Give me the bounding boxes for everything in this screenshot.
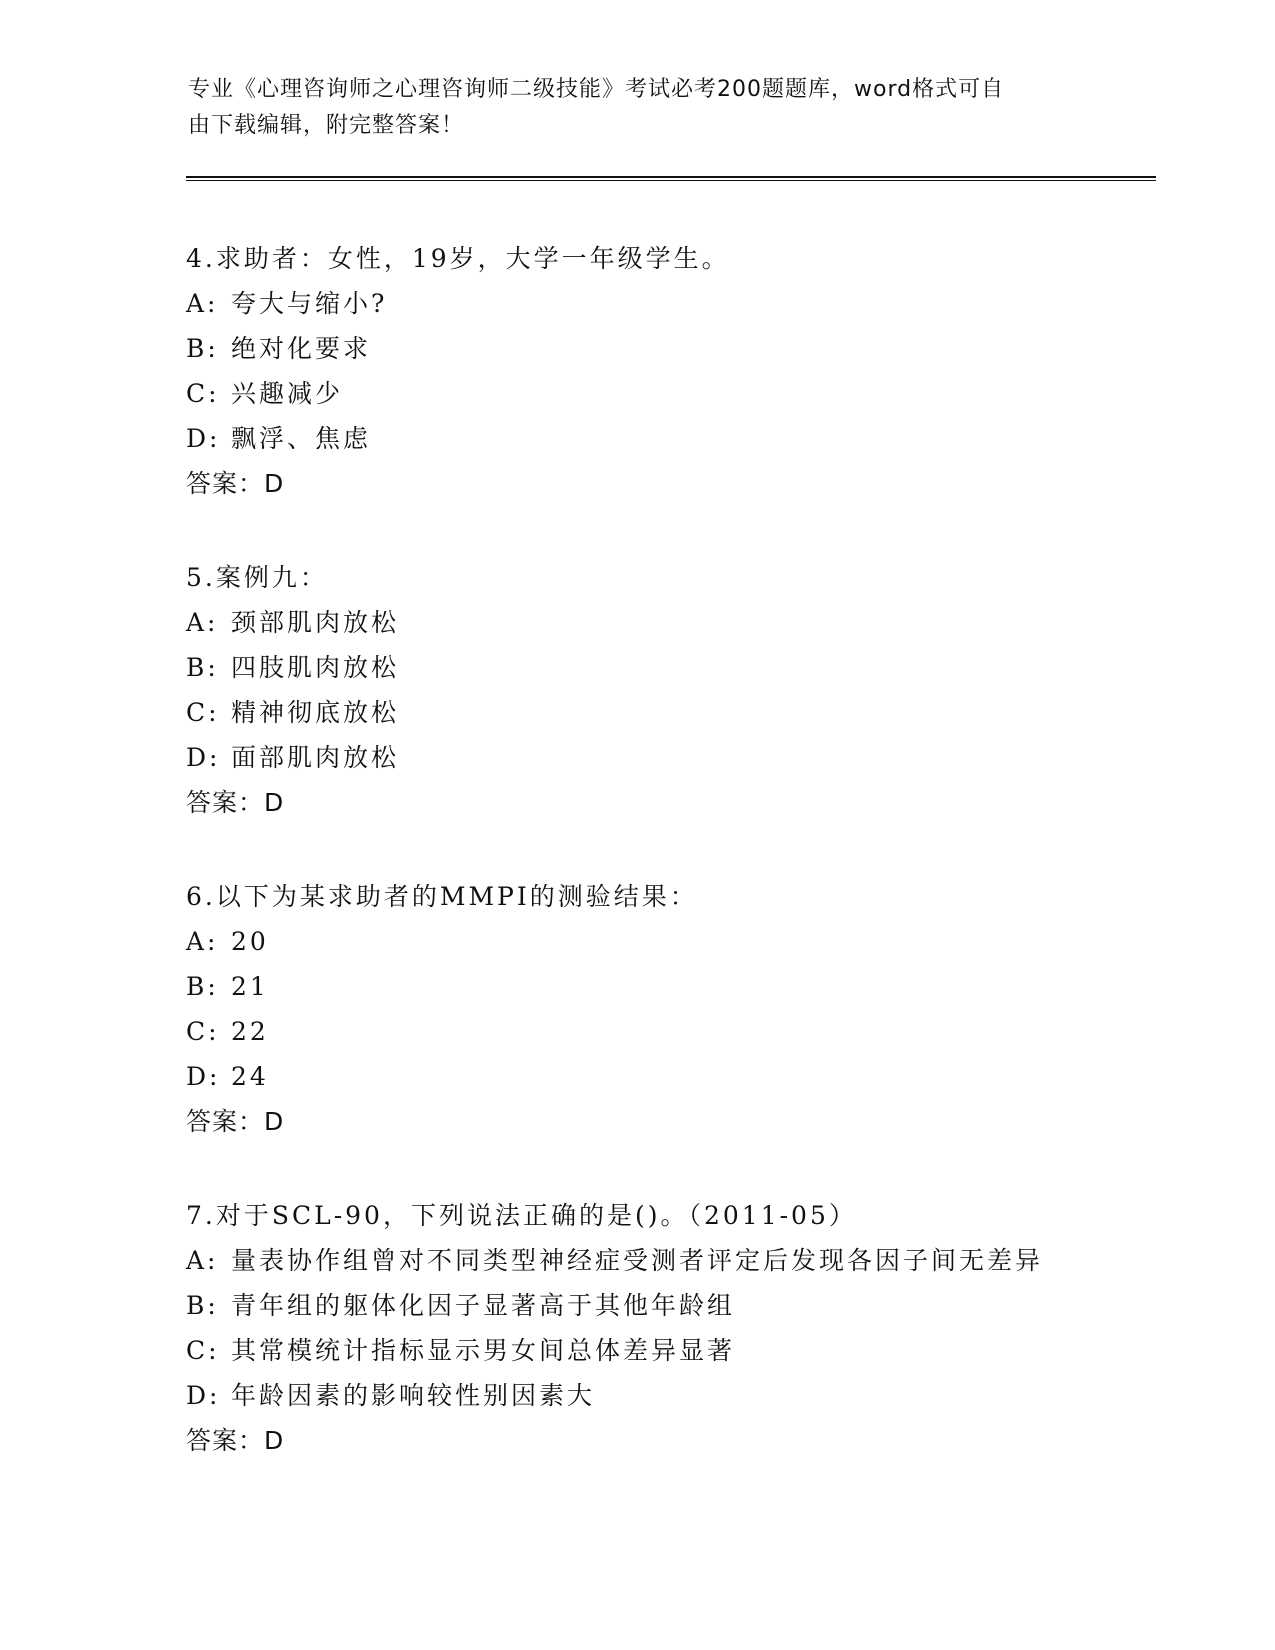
option-a — [186, 600, 1186, 645]
option-label: A: — [186, 1246, 219, 1275]
option-text: 22 — [231, 1017, 269, 1046]
option-c — [186, 371, 1186, 416]
option-b — [186, 1283, 1186, 1328]
option-text: 夸大与缩小? — [231, 289, 388, 318]
answer-line: 答案：D — [186, 1107, 285, 1136]
option-text: 24 — [231, 1062, 269, 1091]
option-text: 绝对化要求 — [231, 334, 372, 363]
option-text: 青年组的躯体化因子显著高于其他年龄组 — [231, 1291, 736, 1320]
option-b — [186, 326, 1186, 371]
option-label: A: — [186, 608, 219, 637]
document-header — [188, 72, 1088, 144]
answer-line: 答案：D — [186, 469, 285, 498]
header-line-2: 由下载编辑，附完整答案！ — [188, 113, 465, 138]
option-c — [186, 1328, 1186, 1373]
question-stem: 5.案例九： — [186, 563, 328, 592]
option-label: D: — [186, 424, 221, 453]
option-text: 21 — [231, 972, 269, 1001]
option-text: 精神彻底放松 — [231, 698, 400, 727]
option-d — [186, 735, 1186, 780]
option-label: C: — [186, 379, 220, 408]
option-a — [186, 281, 1186, 326]
option-b — [186, 964, 1186, 1009]
option-label: B: — [186, 972, 219, 1001]
question-4 — [186, 236, 1186, 506]
option-text: 颈部肌肉放松 — [231, 608, 400, 637]
question-6 — [186, 874, 1186, 1144]
option-a — [186, 1238, 1186, 1283]
option-a — [186, 919, 1186, 964]
option-label: C: — [186, 1336, 220, 1365]
question-stem: 4.求助者：女性，19岁，大学一年级学生。 — [186, 244, 730, 273]
option-label: B: — [186, 334, 219, 363]
option-label: A: — [186, 289, 219, 318]
question-7 — [186, 1193, 1186, 1463]
question-stem: 7.对于SCL-90，下列说法正确的是()。（2011-05） — [186, 1201, 857, 1230]
option-text: 年龄因素的影响较性别因素大 — [231, 1381, 596, 1410]
option-label: B: — [186, 653, 219, 682]
question-stem: 6.以下为某求助者的MMPI的测验结果： — [186, 882, 698, 911]
header-line-1: 专业《心理咨询师之心理咨询师二级技能》考试必考200题题库，word格式可自 — [188, 77, 1005, 102]
option-label: A: — [186, 927, 219, 956]
option-label: D: — [186, 1381, 221, 1410]
option-b — [186, 645, 1186, 690]
option-text: 量表协作组曾对不同类型神经症受测者评定后发现各因子间无差异 — [231, 1246, 1044, 1275]
option-label: B: — [186, 1291, 219, 1320]
answer-line: 答案：D — [186, 1426, 285, 1455]
option-c — [186, 690, 1186, 735]
option-text: 飘浮、焦虑 — [231, 424, 372, 453]
option-label: D: — [186, 743, 221, 772]
option-text: 兴趣减少 — [231, 379, 344, 408]
option-c — [186, 1009, 1186, 1054]
option-label: D: — [186, 1062, 221, 1091]
option-text: 面部肌肉放松 — [231, 743, 400, 772]
option-text: 20 — [231, 927, 269, 956]
option-d — [186, 1054, 1186, 1099]
option-label: C: — [186, 698, 220, 727]
question-5 — [186, 555, 1186, 825]
answer-line: 答案：D — [186, 788, 285, 817]
header-divider — [186, 176, 1156, 181]
option-d — [186, 416, 1186, 461]
option-text: 四肢肌肉放松 — [231, 653, 400, 682]
option-d — [186, 1373, 1186, 1418]
option-text: 其常模统计指标显示男女间总体差异显著 — [231, 1336, 736, 1365]
option-label: C: — [186, 1017, 220, 1046]
